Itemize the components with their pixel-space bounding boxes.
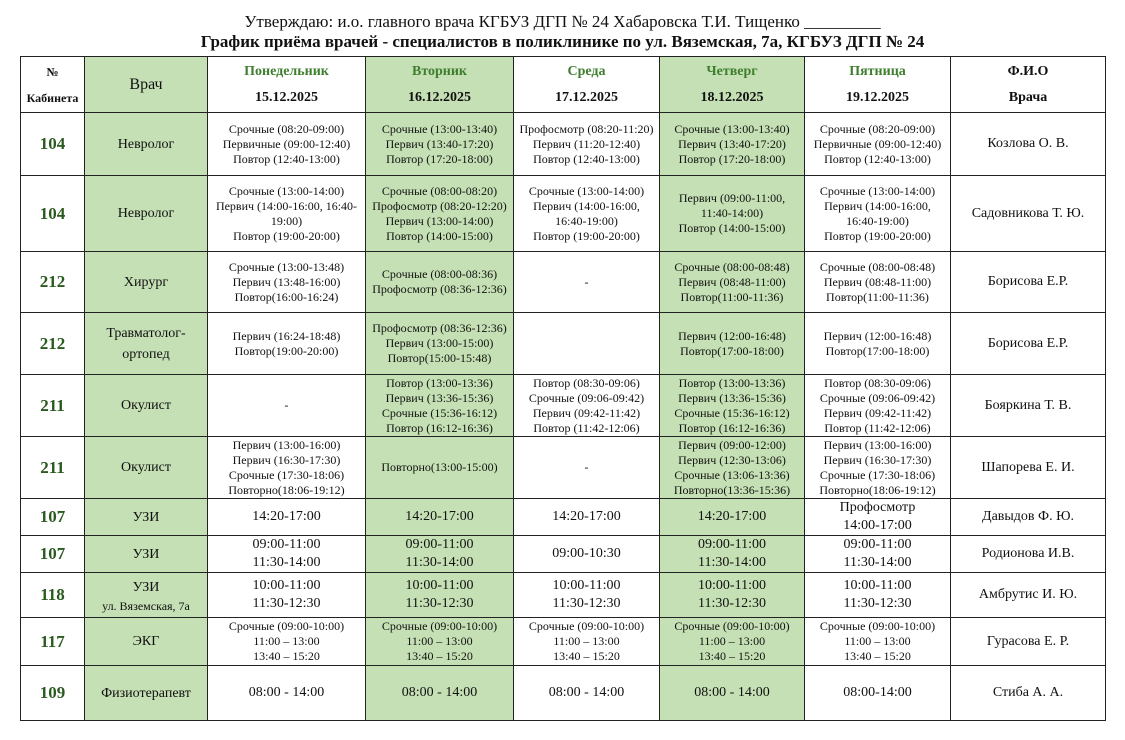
room-number-cell: 118 <box>21 573 85 618</box>
schedule-entry: 13:40 – 15:20 <box>698 649 766 663</box>
schedule-entry: Срочные (08:20-09:00) <box>228 121 345 136</box>
schedule-entry: 14:20-17:00 <box>552 509 621 524</box>
table-row <box>21 375 1106 437</box>
schedule-cell-friday <box>805 437 951 499</box>
schedule-entry: Срочные (17:30-18:06) <box>819 467 936 482</box>
schedule-entry: 11:00 – 13:00 <box>406 634 473 648</box>
doctor-name-cell: Амбрутис И. Ю. <box>951 573 1106 618</box>
schedule-entry: Срочные (08:00-08:20) <box>381 183 498 198</box>
schedule-cell-monday <box>208 573 366 618</box>
schedule-entry: Повтор (14:00-15:00) <box>386 228 493 243</box>
doctor-name-cell: Шапорева Е. И. <box>951 437 1106 499</box>
schedule-entry: 08:00 - 14:00 <box>694 685 770 700</box>
schedule-cell-monday <box>208 536 366 573</box>
day-header-thursday: Четверг 18.12.2025 <box>660 57 805 113</box>
schedule-entry: Повтор(16:00-16:24) <box>234 289 339 304</box>
doctor-specialty-cell <box>85 176 208 252</box>
schedule-entry: Первич (13:00-16:00) <box>232 437 341 452</box>
header-row <box>21 57 1106 113</box>
schedule-entry: - <box>284 398 289 412</box>
fio-header: Ф.И.О Врача <box>951 57 1106 113</box>
schedule-entry: Первич (13:40-17:20) <box>678 136 786 151</box>
schedule-entry: Срочные (13:00-14:00) <box>819 183 936 198</box>
schedule-cell-tuesday <box>366 499 514 536</box>
schedule-entry: Повтор (12:40-13:00) <box>233 151 340 166</box>
schedule-entry: 11:30-14:00 <box>843 555 912 570</box>
schedule-cell-friday <box>805 536 951 573</box>
schedule-entry: Первич (14:00-16:00, 16:40-19:00) <box>824 198 931 228</box>
room-number-cell: 212 <box>21 313 85 375</box>
schedule-entry: Срочные (17:30-18:06) <box>228 467 345 482</box>
schedule-entry: 11:30-14:00 <box>405 555 474 570</box>
schedule-entry: Повтор (17:20-18:00) <box>386 151 493 166</box>
schedule-entry: Первич (12:00-16:48) <box>678 328 786 343</box>
table-row <box>21 536 1106 573</box>
schedule-cell-friday <box>805 176 951 252</box>
room-number-cell: 117 <box>21 618 85 666</box>
schedule-entry: 09:00-11:00 <box>252 537 321 552</box>
schedule-cell-wednesday <box>514 573 660 618</box>
schedule-entry: - <box>584 274 589 289</box>
page-title: График приёма врачей - специалистов в поликлинике по ул. Вяземская, 7а, КГБУЗ ДГП № 24 <box>200 32 925 51</box>
schedule-entry: Повтор(11:00-11:36) <box>826 289 929 304</box>
schedule-body <box>21 113 1106 721</box>
schedule-cell-monday <box>208 375 366 437</box>
schedule-entry: Срочные (09:06-09:42) <box>528 390 645 405</box>
schedule-entry: 11:30-12:30 <box>843 596 912 611</box>
schedule-entry: 09:00-11:00 <box>405 537 474 552</box>
schedule-entry: Срочные (13:06-13:36) <box>674 467 790 482</box>
schedule-entry: 11:00 – 13:00 <box>698 634 766 648</box>
doctor-specialty-cell <box>85 618 208 666</box>
schedule-cell-friday <box>805 313 951 375</box>
schedule-cell-tuesday <box>366 313 514 375</box>
schedule-entry: Первич (16:30-17:30) <box>232 452 341 467</box>
schedule-entry: 14:00-17:00 <box>843 518 912 533</box>
schedule-entry: Повтор (13:00-13:36) <box>678 375 786 390</box>
doctor-specialty-cell <box>85 113 208 176</box>
doctor-specialty: УЗИ <box>132 509 160 525</box>
schedule-entry: Первич (16:24-18:48) <box>232 328 341 343</box>
schedule-entry: 10:00-11:00 <box>698 578 766 593</box>
doctor-specialty: Физиотерапевт <box>101 685 191 701</box>
doctor-specialty: ЭКГ <box>132 634 160 649</box>
schedule-entry: Первич (13:36-15:36) <box>678 390 786 405</box>
schedule-entry: Срочные (15:36-16:12) <box>674 405 790 420</box>
table-row <box>21 499 1106 536</box>
schedule-cell-friday <box>805 573 951 618</box>
schedule-entry: 14:20-17:00 <box>252 509 321 524</box>
schedule-cell-friday <box>805 113 951 176</box>
schedule-entry: Первич (13:00-16:00) <box>823 437 932 452</box>
document-header <box>0 12 1125 52</box>
doctor-name-cell: Борисова Е.Р. <box>951 252 1106 313</box>
schedule-cell-wednesday <box>514 252 660 313</box>
schedule-entry: Повтор (19:00-20:00) <box>824 228 931 243</box>
schedule-entry: Повтор (08:30-09:06) <box>533 375 640 390</box>
schedule-cell-thursday <box>660 113 805 176</box>
schedule-entry: Срочные (09:00-10:00) <box>381 619 498 633</box>
schedule-cell-monday <box>208 252 366 313</box>
schedule-entry: 14:20-17:00 <box>697 509 767 524</box>
doctor-name-cell: Родионова И.В. <box>951 536 1106 573</box>
day-header-friday: Пятница 19.12.2025 <box>805 57 951 113</box>
schedule-entry: 13:40 – 15:20 <box>406 649 473 663</box>
schedule-cell-thursday <box>660 437 805 499</box>
doctor-specialty: Хирург <box>123 274 169 290</box>
schedule-cell-tuesday <box>366 618 514 666</box>
table-row <box>21 618 1106 666</box>
schedule-cell-thursday <box>660 666 805 721</box>
doctor-name-cell: Борисова Е.Р. <box>951 313 1106 375</box>
schedule-entry: 11:30-12:30 <box>698 596 766 611</box>
schedule-entry: 11:00 – 13:00 <box>553 634 620 648</box>
schedule-entry: 11:30-12:30 <box>405 596 474 611</box>
schedule-cell-tuesday <box>366 113 514 176</box>
table-row <box>21 313 1106 375</box>
schedule-cell-tuesday <box>366 573 514 618</box>
schedule-cell-thursday <box>660 618 805 666</box>
schedule-entry: Повтор (14:00-15:00) <box>678 221 786 235</box>
schedule-entry: Первич (09:00-12:00) <box>678 437 786 452</box>
schedule-entry: Первич (09:42-11:42) <box>532 405 641 420</box>
schedule-entry: Срочные (08:00-08:36) <box>381 267 498 281</box>
schedule-cell-wednesday <box>514 113 660 176</box>
schedule-cell-monday <box>208 666 366 721</box>
schedule-entry: Первич (08:48-11:00) <box>678 274 786 289</box>
schedule-entry: Профосмотр (08:36-12:36) <box>372 282 507 296</box>
schedule-entry: Повтор (12:40-13:00) <box>824 151 931 166</box>
schedule-cell-wednesday <box>514 437 660 499</box>
schedule-entry: Срочные (13:00-13:40) <box>381 121 498 136</box>
schedule-entry: 10:00-11:00 <box>405 578 474 593</box>
schedule-entry: 10:00-11:00 <box>252 578 321 593</box>
schedule-entry: Первичные (09:00-12:40) <box>813 136 942 151</box>
table-row <box>21 252 1106 313</box>
schedule-entry: 13:40 – 15:20 <box>553 649 620 663</box>
room-number-cell: 211 <box>21 437 85 499</box>
schedule-cell-wednesday <box>514 176 660 252</box>
doctor-specialty-cell <box>85 375 208 437</box>
doctor-specialty: Невролог <box>117 136 175 152</box>
schedule-entry: 11:30-12:30 <box>552 596 621 611</box>
schedule-cell-thursday <box>660 536 805 573</box>
schedule-entry: Повтор (12:40-13:00) <box>533 151 640 166</box>
schedule-cell-monday <box>208 176 366 252</box>
doctor-specialty-cell <box>85 666 208 721</box>
schedule-entry: Повторно(18:06-19:12) <box>819 482 936 497</box>
schedule-entry: Срочные (08:00-08:48) <box>819 259 936 274</box>
room-number-cell: 107 <box>21 499 85 536</box>
schedule-entry: Срочные (09:00-10:00) <box>819 619 936 633</box>
schedule-entry: 13:40 – 15:20 <box>253 649 320 663</box>
room-number-cell: 109 <box>21 666 85 721</box>
schedule-cell-monday <box>208 618 366 666</box>
doctor-specialty-cell <box>85 499 208 536</box>
schedule-entry: 10:00-11:00 <box>843 578 912 593</box>
schedule-entry: Первич (13:48-16:00) <box>232 274 341 289</box>
schedule-entry: Повтор (17:20-18:00) <box>678 151 786 166</box>
approval-line: Утверждаю: и.о. главного врача КГБУЗ ДГП № 24 Хабаровска Т.И. Тищенко _________ <box>244 12 881 31</box>
doctor-name-cell: Давыдов Ф. Ю. <box>951 499 1106 536</box>
schedule-cell-friday <box>805 618 951 666</box>
doctor-specialty-cell <box>85 437 208 499</box>
schedule-table <box>20 56 1106 721</box>
schedule-entry: Срочные (09:00-10:00) <box>228 619 345 633</box>
schedule-entry: Повтор (19:00-20:00) <box>533 228 640 243</box>
doctor-specialty: Окулист <box>121 460 171 475</box>
schedule-cell-thursday <box>660 252 805 313</box>
day-header-monday: Понедельник 15.12.2025 <box>208 57 366 113</box>
schedule-cell-monday <box>208 499 366 536</box>
schedule-entry: Срочные (08:00-08:48) <box>674 259 790 274</box>
schedule-entry: Срочные (09:06-09:42) <box>819 390 936 405</box>
schedule-entry: Профосмотр (08:20-11:20) <box>519 121 654 136</box>
doctor-name-cell: Гурасова Е. Р. <box>951 618 1106 666</box>
schedule-entry: Первич (12:30-13:06) <box>678 452 786 467</box>
schedule-entry: Повтор (11:42-12:06) <box>824 420 931 435</box>
schedule-cell-thursday <box>660 176 805 252</box>
doctor-specialty-cell <box>85 313 208 375</box>
schedule-entry: Первич (13:40-17:20) <box>385 136 494 151</box>
table-row <box>21 437 1106 499</box>
doctor-name-cell: Козлова О. В. <box>951 113 1106 176</box>
schedule-cell-friday <box>805 499 951 536</box>
schedule-cell-friday <box>805 375 951 437</box>
schedule-entry: Первич (13:00-15:00) <box>385 336 494 350</box>
schedule-entry: Повтор(19:00-20:00) <box>234 343 339 358</box>
doctor-name-cell: Бояркина Т. В. <box>951 375 1106 437</box>
schedule-entry: 13:40 – 15:20 <box>844 649 911 663</box>
schedule-cell-tuesday <box>366 666 514 721</box>
schedule-cell-tuesday <box>366 375 514 437</box>
doctor-specialty: Невролог <box>117 206 175 221</box>
day-header-tuesday: Вторник 16.12.2025 <box>366 57 514 113</box>
doctor-specialty: УЗИ <box>132 546 160 562</box>
schedule-entry: 09:00-10:30 <box>552 546 621 561</box>
schedule-entry: Первич (13:00-14:00) <box>385 213 494 228</box>
schedule-entry: 08:00 - 14:00 <box>548 685 625 700</box>
doctor-specialty: Окулист <box>121 398 171 413</box>
schedule-entry: 14:20-17:00 <box>405 509 474 524</box>
schedule-cell-thursday <box>660 499 805 536</box>
schedule-cell-wednesday <box>514 618 660 666</box>
doctor-name-cell: Садовникова Т. Ю. <box>951 176 1106 252</box>
schedule-entry: Повтор(17:00-18:00) <box>680 343 784 358</box>
schedule-entry: Повтор (16:12-16:36) <box>678 420 786 435</box>
table-row <box>21 666 1106 721</box>
doctor-header: Врач <box>85 57 208 113</box>
schedule-cell-friday <box>805 666 951 721</box>
schedule-entry: Повторно(18:06-19:12) <box>228 482 345 497</box>
room-number-cell: 107 <box>21 536 85 573</box>
schedule-entry: 08:00-14:00 <box>843 685 912 700</box>
schedule-entry: Профосмотр (08:36-12:36) <box>372 321 507 335</box>
schedule-cell-thursday <box>660 375 805 437</box>
schedule-cell-wednesday <box>514 375 660 437</box>
schedule-entry: Первич (12:00-16:48) <box>823 328 932 343</box>
schedule-entry: Повтор(15:00-15:48) <box>387 351 492 365</box>
room-number-cell: 211 <box>21 375 85 437</box>
schedule-entry: Первич (09:42-11:42) <box>823 405 932 420</box>
doctor-specialty-cell <box>85 536 208 573</box>
schedule-entry: Повтор (13:00-13:36) <box>386 375 493 390</box>
schedule-entry: Первич (16:30-17:30) <box>823 452 932 467</box>
schedule-entry: 11:30-14:00 <box>698 555 766 570</box>
schedule-entry: 11:30-14:00 <box>252 555 321 570</box>
room-number-cell: 212 <box>21 252 85 313</box>
schedule-entry: Первич (09:00-11:00, 11:40-14:00) <box>678 191 786 220</box>
schedule-entry: Срочные (13:00-13:48) <box>228 259 345 274</box>
schedule-entry: Первич (14:00-16:00, 16:40-19:00) <box>215 198 358 228</box>
schedule-cell-monday <box>208 113 366 176</box>
schedule-cell-tuesday <box>366 176 514 252</box>
schedule-cell-monday <box>208 313 366 375</box>
schedule-entry: Первич (14:00-16:00, 16:40-19:00) <box>533 198 640 228</box>
schedule-entry: Повтор (11:42-12:06) <box>533 420 640 435</box>
room-number-cell: 104 <box>21 113 85 176</box>
schedule-entry: 11:30-12:30 <box>252 596 321 611</box>
schedule-cell-thursday <box>660 573 805 618</box>
schedule-entry: Срочные (13:00-14:00) <box>228 183 345 198</box>
schedule-entry: Срочные (09:00-10:00) <box>528 619 645 633</box>
doctor-specialty-cell <box>85 573 208 618</box>
schedule-cell-wednesday <box>514 536 660 573</box>
schedule-entry: Первич (08:48-11:00) <box>823 274 932 289</box>
schedule-cell-tuesday <box>366 536 514 573</box>
schedule-cell-tuesday <box>366 437 514 499</box>
schedule-entry: 11:00 – 13:00 <box>253 634 320 648</box>
schedule-entry: Первич (11:20-12:40) <box>532 136 641 151</box>
schedule-cell-friday <box>805 252 951 313</box>
schedule-entry: Повтор (19:00-20:00) <box>233 228 340 243</box>
room-number-header: № Кабинета <box>21 57 85 113</box>
schedule-entry: Срочные (08:20-09:00) <box>819 121 936 136</box>
table-row <box>21 176 1106 252</box>
schedule-cell-tuesday <box>366 252 514 313</box>
table-row <box>21 113 1106 176</box>
schedule-entry: Срочные (09:00-10:00) <box>674 619 790 633</box>
schedule-entry: 11:00 – 13:00 <box>844 634 911 648</box>
room-number-cell: 104 <box>21 176 85 252</box>
doctor-specialty: Травматолог-ортопед <box>106 325 186 362</box>
schedule-entry: 10:00-11:00 <box>552 578 621 593</box>
schedule-entry: Повтор(17:00-18:00) <box>825 343 930 358</box>
schedule-cell-wednesday <box>514 666 660 721</box>
schedule-entry: Профосмотр <box>839 500 916 515</box>
doctor-specialty-cell <box>85 252 208 313</box>
schedule-cell-wednesday <box>514 499 660 536</box>
schedule-entry: Повторно(13:36-15:36) <box>673 482 791 497</box>
schedule-entry: 08:00 - 14:00 <box>248 685 325 700</box>
schedule-entry: Срочные (13:00-13:40) <box>674 121 790 136</box>
schedule-entry: 09:00-11:00 <box>843 537 912 552</box>
schedule-entry: Повтор (16:12-16:36) <box>386 420 493 435</box>
schedule-entry: 09:00-11:00 <box>698 537 766 552</box>
schedule-entry: Повтор(11:00-11:36) <box>680 289 784 304</box>
schedule-cell-wednesday <box>514 313 660 375</box>
doctor-name-cell: Стиба А. А. <box>951 666 1106 721</box>
schedule-entry: Первичные (09:00-12:40) <box>222 136 351 151</box>
day-header-wednesday: Среда 17.12.2025 <box>514 57 660 113</box>
table-row <box>21 573 1106 618</box>
doctor-specialty: УЗИ <box>132 579 160 595</box>
schedule-entry: Профосмотр (08:20-12:20) <box>372 198 507 213</box>
schedule-entry: Срочные (15:36-16:12) <box>381 405 498 420</box>
schedule-entry: Первич (13:36-15:36) <box>385 390 494 405</box>
schedule-entry: Срочные (13:00-14:00) <box>528 183 645 198</box>
schedule-entry: Повторно(13:00-15:00) <box>381 460 498 474</box>
schedule-entry: 08:00 - 14:00 <box>401 685 478 700</box>
schedule-entry: Повтор (08:30-09:06) <box>824 375 931 390</box>
doctor-specialty-address: ул. Вяземская, 7а <box>102 598 190 613</box>
schedule-entry: - <box>584 460 589 474</box>
schedule-cell-thursday <box>660 313 805 375</box>
schedule-cell-monday <box>208 437 366 499</box>
